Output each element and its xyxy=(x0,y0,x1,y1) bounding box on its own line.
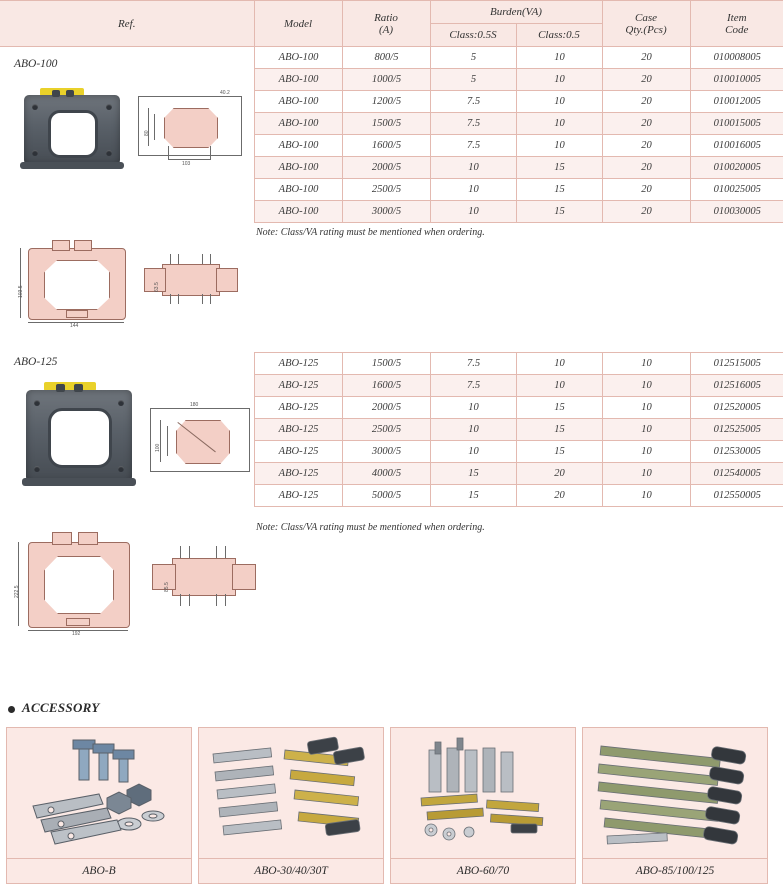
ratio-cell: 3000/5 xyxy=(343,201,431,223)
accessory-caption: ABO-60/70 xyxy=(391,858,575,883)
case-qty-cell: 10 xyxy=(603,463,691,485)
col-header-item-code xyxy=(690,1,783,47)
case-qty-cell: 10 xyxy=(603,353,691,375)
class-05s-cell: 10 xyxy=(431,419,517,441)
drawing-side-view-abo-125 xyxy=(148,540,268,624)
col-header-model: Model xyxy=(254,1,342,47)
class-05s-cell: 10 xyxy=(431,397,517,419)
case-qty-cell: 20 xyxy=(603,69,691,91)
accessory-photo-abo-85-100-125 xyxy=(583,728,767,858)
model-cell: ABO-100 xyxy=(255,157,343,179)
model-cell: ABO-125 xyxy=(255,441,343,463)
class-05-cell: 15 xyxy=(517,201,603,223)
table-row xyxy=(255,463,783,485)
accessory-caption: ABO-B xyxy=(7,858,191,883)
spec-table-abo-125 xyxy=(254,352,783,507)
dim-front-height-125: 222.5 xyxy=(14,585,20,598)
note-abo-125: Note: Class/VA rating must be mentioned when ordering. xyxy=(256,522,485,533)
dim-top-inner: 80 xyxy=(144,130,150,136)
item-code-cell: 010008005 xyxy=(691,47,783,69)
model-cell: ABO-125 xyxy=(255,463,343,485)
drawing-front-view-abo-125 xyxy=(14,528,144,636)
accessory-item-abo-85-100-125 xyxy=(582,727,768,884)
ratio-cell: 4000/5 xyxy=(343,463,431,485)
col-header-ref: Ref. xyxy=(0,1,254,47)
accessory-grid xyxy=(6,727,777,884)
class-05s-cell: 7.5 xyxy=(431,91,517,113)
class-05s-cell: 10 xyxy=(431,201,517,223)
ratio-cell: 2500/5 xyxy=(343,419,431,441)
table-row xyxy=(255,47,783,69)
accessory-photo-abo-60-70 xyxy=(391,728,575,858)
table-row xyxy=(255,135,783,157)
ratio-cell: 3000/5 xyxy=(343,441,431,463)
class-05-cell: 10 xyxy=(517,375,603,397)
item-code-cell: 012515005 xyxy=(691,353,783,375)
model-cell: ABO-100 xyxy=(255,135,343,157)
accessory-item-abo-30-40-30t xyxy=(198,727,384,884)
class-05-cell: 15 xyxy=(517,157,603,179)
model-cell: ABO-100 xyxy=(255,69,343,91)
case-line1: Case xyxy=(603,12,690,24)
item-code-cell: 012520005 xyxy=(691,397,783,419)
table-row xyxy=(255,397,783,419)
ratio-cell: 2500/5 xyxy=(343,179,431,201)
ratio-cell: 800/5 xyxy=(343,47,431,69)
ratio-cell: 2000/5 xyxy=(343,157,431,179)
class-05-cell: 20 xyxy=(517,463,603,485)
item-code-cell: 010020005 xyxy=(691,157,783,179)
class-05s-cell: 5 xyxy=(431,69,517,91)
case-qty-cell: 10 xyxy=(603,375,691,397)
ratio-cell: 2000/5 xyxy=(343,397,431,419)
class-05-cell: 15 xyxy=(517,397,603,419)
class-05s-cell: 7.5 xyxy=(431,113,517,135)
spec-table-header xyxy=(0,0,783,47)
note-abo-100: Note: Class/VA rating must be mentioned when ordering. xyxy=(256,227,485,238)
item-code-cell: 010015005 xyxy=(691,113,783,135)
class-05s-cell: 15 xyxy=(431,485,517,507)
accessory-illustration-brackets-rods xyxy=(199,728,383,858)
table-row xyxy=(255,157,783,179)
item-code-cell: 012525005 xyxy=(691,419,783,441)
case-qty-cell: 20 xyxy=(603,91,691,113)
model-cell: ABO-125 xyxy=(255,353,343,375)
ratio-cell: 1500/5 xyxy=(343,353,431,375)
case-qty-cell: 10 xyxy=(603,441,691,463)
case-qty-cell: 20 xyxy=(603,157,691,179)
table-row xyxy=(255,91,783,113)
accessory-illustration-clamps-screws xyxy=(391,728,575,858)
item-code-cell: 012540005 xyxy=(691,463,783,485)
col-header-case-qty xyxy=(602,1,690,47)
class-05-cell: 15 xyxy=(517,441,603,463)
col-header-class-05s: Class:0.5S xyxy=(430,24,516,47)
ratio-cell: 1500/5 xyxy=(343,113,431,135)
model-cell: ABO-100 xyxy=(255,47,343,69)
dim-side-depth-125: 85.5 xyxy=(164,582,170,592)
col-header-burden: Burden(VA) xyxy=(430,1,602,24)
model-cell: ABO-125 xyxy=(255,375,343,397)
table-row xyxy=(255,485,783,507)
case-line2: Qty.(Pcs) xyxy=(603,24,690,36)
ratio-cell: 1200/5 xyxy=(343,91,431,113)
ratio-cell: 1000/5 xyxy=(343,69,431,91)
class-05s-cell: 7.5 xyxy=(431,135,517,157)
case-qty-cell: 20 xyxy=(603,135,691,157)
class-05-cell: 20 xyxy=(517,485,603,507)
model-cell: ABO-100 xyxy=(255,113,343,135)
ref-label-abo-125: ABO-125 xyxy=(14,356,57,368)
class-05-cell: 10 xyxy=(517,69,603,91)
table-row xyxy=(255,113,783,135)
table-row xyxy=(255,375,783,397)
case-qty-cell: 10 xyxy=(603,485,691,507)
case-qty-cell: 10 xyxy=(603,397,691,419)
class-05s-cell: 7.5 xyxy=(431,375,517,397)
item-code-cell: 010010005 xyxy=(691,69,783,91)
item-code-cell: 010030005 xyxy=(691,201,783,223)
class-05-cell: 10 xyxy=(517,353,603,375)
class-05-cell: 10 xyxy=(517,91,603,113)
accessory-bullet-icon xyxy=(8,706,15,713)
col-header-ratio xyxy=(342,1,430,47)
table-row xyxy=(255,441,783,463)
class-05s-cell: 7.5 xyxy=(431,353,517,375)
ratio-cell: 1600/5 xyxy=(343,375,431,397)
accessory-illustration-bolts-washers xyxy=(7,728,191,858)
accessory-photo-abo-30-40-30t xyxy=(199,728,383,858)
table-row xyxy=(255,69,783,91)
dim-front-width: 144 xyxy=(70,323,78,329)
product-photo-abo-100 xyxy=(18,88,128,173)
class-05s-cell: 10 xyxy=(431,441,517,463)
model-cell: ABO-100 xyxy=(255,179,343,201)
class-05s-cell: 5 xyxy=(431,47,517,69)
case-qty-cell: 20 xyxy=(603,47,691,69)
drawing-front-view-abo-100 xyxy=(18,238,138,328)
class-05s-cell: 10 xyxy=(431,157,517,179)
spec-table-abo-100 xyxy=(254,46,783,223)
model-cell: ABO-125 xyxy=(255,397,343,419)
product-photo-abo-125 xyxy=(20,382,140,492)
accessory-caption: ABO-30/40/30T xyxy=(199,858,383,883)
class-05-cell: 15 xyxy=(517,419,603,441)
item-code-cell: 012550005 xyxy=(691,485,783,507)
drawing-side-view-abo-100 xyxy=(140,248,250,318)
accessory-illustration-long-bars-insulators xyxy=(583,728,767,858)
ratio-cell: 1600/5 xyxy=(343,135,431,157)
ref-label-abo-100: ABO-100 xyxy=(14,58,57,70)
item-line1: Item xyxy=(691,12,783,24)
drawing-top-view-abo-100 xyxy=(138,90,248,168)
accessory-item-abo-b xyxy=(6,727,192,884)
ratio-line2: (A) xyxy=(343,24,430,36)
model-cell: ABO-100 xyxy=(255,91,343,113)
dim-front-width-125: 192 xyxy=(72,631,80,637)
model-cell: ABO-125 xyxy=(255,485,343,507)
item-code-cell: 012530005 xyxy=(691,441,783,463)
item-code-cell: 010016005 xyxy=(691,135,783,157)
case-qty-cell: 10 xyxy=(603,419,691,441)
class-05-cell: 10 xyxy=(517,47,603,69)
class-05-cell: 10 xyxy=(517,113,603,135)
accessory-photo-abo-b xyxy=(7,728,191,858)
item-line2: Code xyxy=(691,24,783,36)
class-05s-cell: 10 xyxy=(431,179,517,201)
ratio-cell: 5000/5 xyxy=(343,485,431,507)
accessory-item-abo-60-70 xyxy=(390,727,576,884)
drawing-top-view-abo-125 xyxy=(150,400,260,486)
model-cell: ABO-100 xyxy=(255,201,343,223)
table-row xyxy=(255,353,783,375)
ratio-line1: Ratio xyxy=(343,12,430,24)
class-05s-cell: 15 xyxy=(431,463,517,485)
table-row xyxy=(255,419,783,441)
table-row xyxy=(255,179,783,201)
accessory-caption: ABO-85/100/125 xyxy=(583,858,767,883)
dim-side-depth: 63.5 xyxy=(154,282,160,292)
case-qty-cell: 20 xyxy=(603,201,691,223)
model-cell: ABO-125 xyxy=(255,419,343,441)
dim-top-width: 103 xyxy=(182,161,190,167)
dim-front-height: 103.5 xyxy=(18,285,24,298)
item-code-cell: 012516005 xyxy=(691,375,783,397)
case-qty-cell: 20 xyxy=(603,113,691,135)
item-code-cell: 010012005 xyxy=(691,91,783,113)
case-qty-cell: 20 xyxy=(603,179,691,201)
accessory-title: ACCESSORY xyxy=(22,700,100,716)
dim-top-small: 40.2 xyxy=(220,90,230,96)
table-row xyxy=(255,201,783,223)
item-code-cell: 010025005 xyxy=(691,179,783,201)
dim-top-width-125: 180 xyxy=(190,402,198,408)
class-05-cell: 10 xyxy=(517,135,603,157)
dim-top-inner-125: 100 xyxy=(155,444,161,452)
class-05-cell: 15 xyxy=(517,179,603,201)
col-header-class-05: Class:0.5 xyxy=(516,24,602,47)
